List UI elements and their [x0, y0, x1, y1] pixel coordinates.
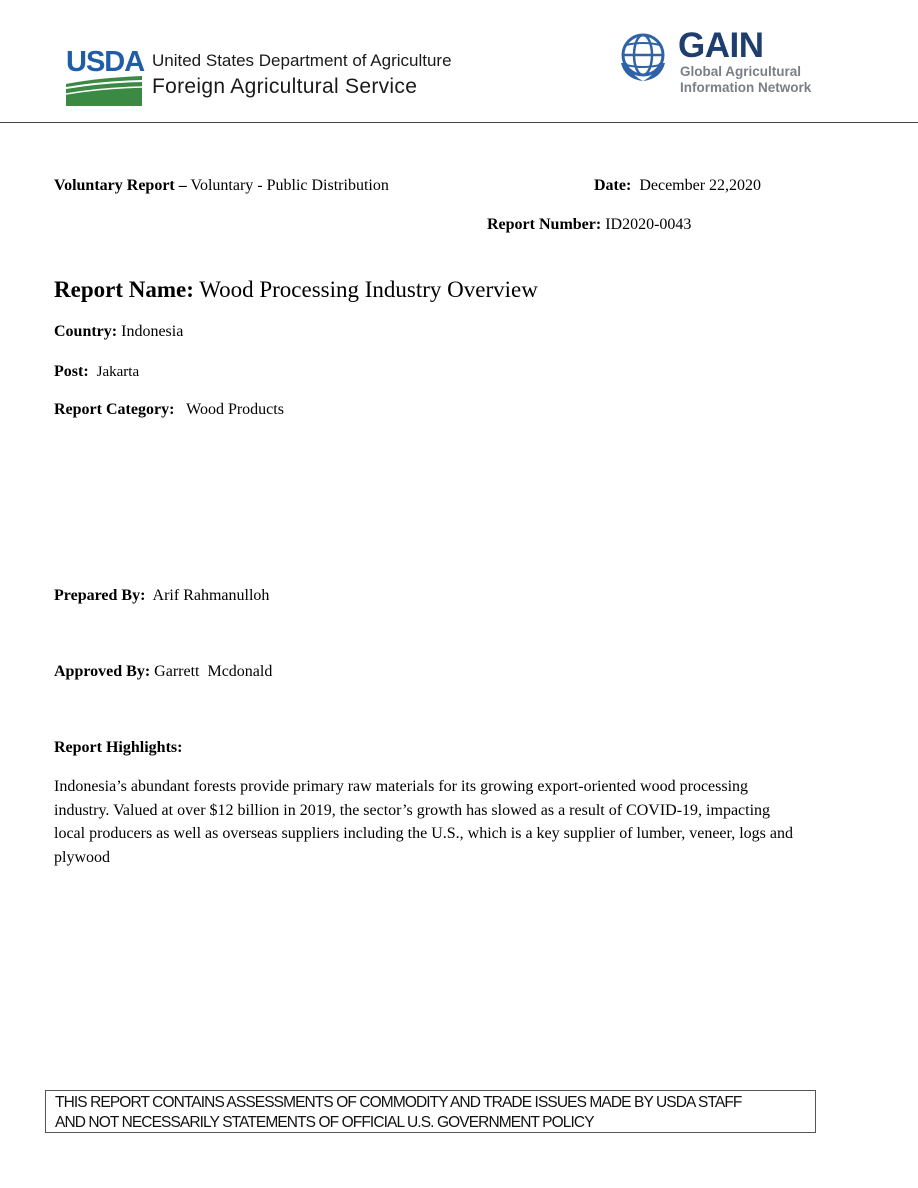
approved-value: Garrett Mcdonald	[154, 663, 273, 680]
report-category	[54, 400, 284, 420]
agency-name: United States Department of Agriculture	[152, 51, 452, 70]
approved-label: Approved By:	[54, 663, 151, 680]
country-label: Country:	[54, 323, 118, 340]
report-type-value: Voluntary - Public Distribution	[190, 177, 389, 194]
report-country	[54, 322, 183, 342]
agency-service: Foreign Agricultural Service	[152, 75, 418, 98]
report-name-value: Wood Processing Industry Overview	[199, 277, 538, 302]
country-value: Indonesia	[121, 323, 184, 340]
gain-subtitle-line2: Information Network	[680, 80, 812, 95]
usda-logo-swoosh	[66, 50, 142, 106]
prepared-by	[54, 586, 269, 606]
report-type	[54, 176, 389, 196]
disclaimer-line2: AND NOT NECESSARILY STATEMENTS OF OFFICIAL U.S. GOVERNMENT POLICY	[55, 1114, 594, 1131]
disclaimer-box	[45, 1090, 816, 1133]
report-post	[54, 362, 139, 382]
header-divider	[0, 122, 918, 123]
gain-subtitle-line1: Global Agricultural	[680, 64, 802, 79]
report-date-label: Date:	[594, 177, 632, 194]
prepared-label: Prepared By:	[54, 587, 146, 604]
highlights-paragraph: Indonesia’s abundant forests provide primary raw materials for its growing export-oriented wood processing industry. Valued at over $12 billion in 2019, the sector’s growth has slowed as a result of COVID-19, impacting local producers as well as overseas suppliers including the U.S., which is a key supplier of lumber, veneer, logs and plywood	[54, 778, 793, 866]
report-number	[487, 215, 691, 235]
report-number-value: ID2020-0043	[605, 216, 692, 233]
report-name-label: Report Name:	[54, 277, 194, 302]
report-type-label: Voluntary Report –	[54, 177, 187, 194]
category-value: Wood Products	[186, 401, 284, 418]
highlights-heading: Report Highlights:	[54, 739, 183, 756]
post-label: Post:	[54, 363, 89, 380]
report-date	[594, 176, 761, 196]
gain-logo-text: GAIN	[678, 26, 764, 65]
usda-logo-text: USDA	[66, 46, 145, 78]
approved-by	[54, 662, 272, 682]
prepared-value: Arif Rahmanulloh	[152, 587, 270, 604]
post-value: Jakarta	[96, 364, 140, 380]
report-name	[54, 276, 538, 304]
category-label: Report Category:	[54, 401, 175, 418]
globe-icon	[617, 31, 669, 83]
disclaimer-line1: THIS REPORT CONTAINS ASSESSMENTS OF COMMODITY AND TRADE ISSUES MADE BY USDA STAFF	[55, 1094, 742, 1111]
report-date-value: December 22,2020	[639, 177, 762, 194]
report-number-label: Report Number:	[487, 216, 602, 233]
